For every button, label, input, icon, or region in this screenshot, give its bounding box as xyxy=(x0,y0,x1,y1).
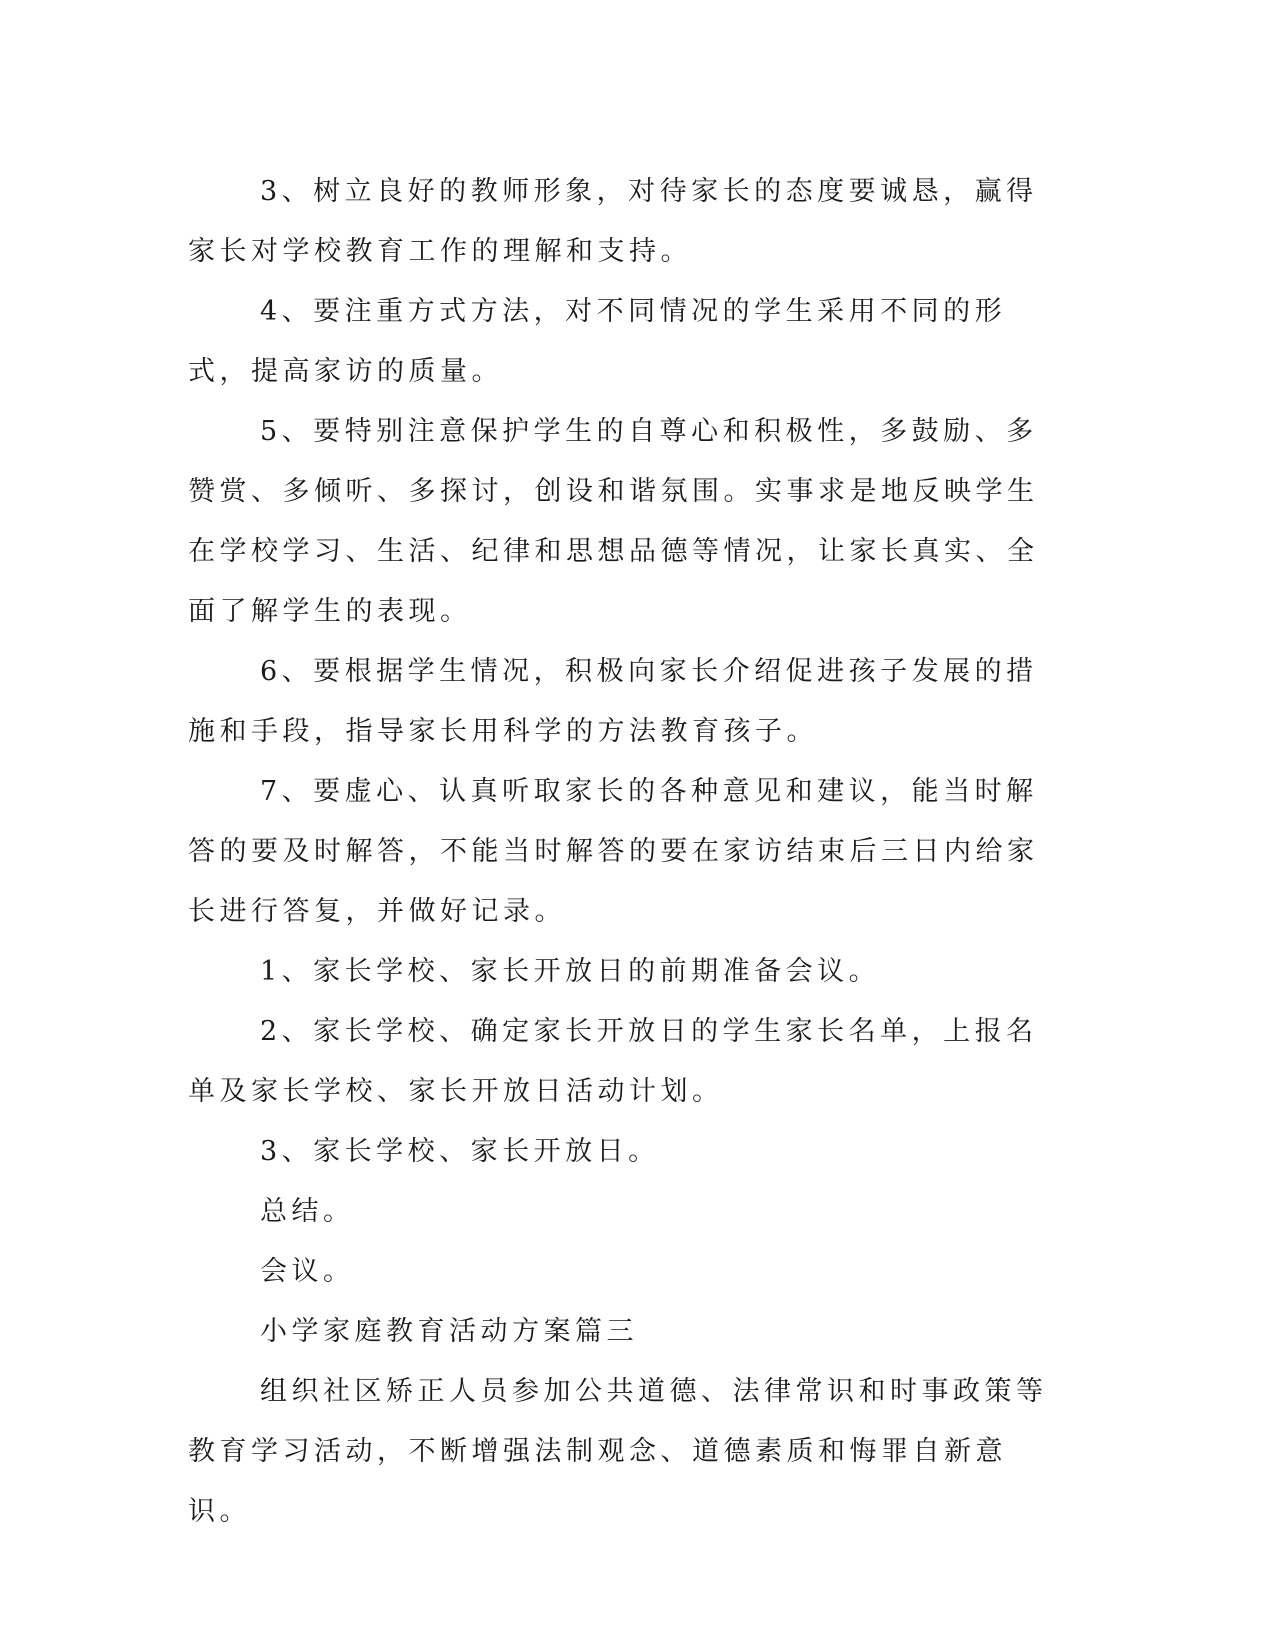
paragraph-community-education: 组织社区矫正人员参加公共道德、法律常识和时事政策等教育学习活动，不断增强法制观念、道德素质和悔罪自新意识。 xyxy=(188,1376,1048,1527)
paragraph-step-1-preparation: 1、家长学校、家长开放日的前期准备会议。 xyxy=(260,956,881,987)
paragraph-item-4-methods: 4、要注重方式方法，对不同情况的学生采用不同的形式，提高家访的质量。 xyxy=(188,296,1007,387)
paragraph-item-7-feedback: 7、要虚心、认真听取家长的各种意见和建议，能当时解答的要及时解答，不能当时解答的要在家访结束后三日内给家长进行答复，并做好记录。 xyxy=(188,776,1039,927)
paragraph-summary: 总结。 xyxy=(260,1196,355,1227)
paragraph-meeting: 会议。 xyxy=(260,1256,355,1287)
document-body xyxy=(188,162,1068,1542)
paragraph-step-3-open-day: 3、家长学校、家长开放日。 xyxy=(260,1136,660,1167)
section-heading: 小学家庭教育活动方案篇三 xyxy=(260,1316,638,1347)
paragraph-item-5-self-esteem: 5、要特别注意保护学生的自尊心和积极性，多鼓励、多赞赏、多倾听、多探讨，创设和谐氛围。实事求是地反映学生在学校学习、生活、纪律和思想品德等情况，让家长真实、全面了解学生的表现。 xyxy=(188,416,1039,627)
paragraph-item-6-guidance: 6、要根据学生情况，积极向家长介绍促进孩子发展的措施和手段，指导家长用科学的方法教育孩子。 xyxy=(188,656,1038,747)
paragraph-step-2-parent-list: 2、家长学校、确定家长开放日的学生家长名单，上报名单及家长学校、家长开放日活动计划。 xyxy=(188,1016,1038,1107)
paragraph-item-3-teacher-image: 3、树立良好的教师形象，对待家长的态度要诚恳，赢得家长对学校教育工作的理解和支持。 xyxy=(188,176,1038,267)
